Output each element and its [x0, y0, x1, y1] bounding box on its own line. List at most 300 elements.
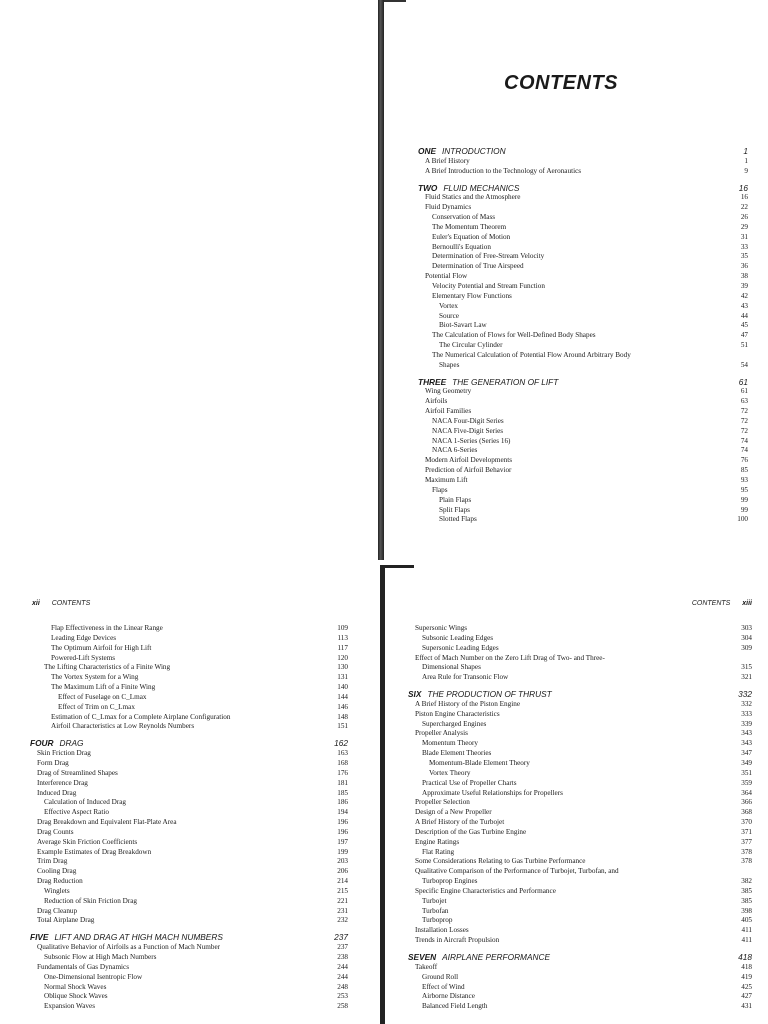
toc-entry: [408, 818, 752, 828]
entry-title: Euler's Equation of Motion: [432, 232, 511, 241]
page-number: 237: [337, 943, 348, 952]
toc-entry: [408, 916, 752, 926]
entry-title: Oblique Shock Waves: [44, 992, 108, 1001]
entry-title: Flat Rating: [422, 847, 455, 856]
page-number: 9: [744, 166, 748, 175]
page-number: 131: [337, 673, 348, 682]
page-number: 51: [740, 341, 748, 350]
chapter-heading: [418, 184, 748, 194]
entry-title: Drag Reduction: [37, 877, 83, 886]
toc-entry: [408, 634, 752, 644]
page-number: 130: [337, 663, 348, 672]
toc-entry: [418, 397, 748, 407]
entry-title: The Momentum Theorem: [432, 222, 507, 231]
entry-title: Approximate Useful Relationships for Propellers: [422, 788, 563, 797]
page-number: 43: [740, 301, 748, 310]
toc-entry: [30, 973, 348, 983]
toc-entry: [30, 897, 348, 907]
page-number: 359: [741, 778, 752, 787]
entry-title: Total Airplane Drag: [37, 916, 95, 925]
page-number: 72: [740, 407, 748, 416]
page-number: 385: [741, 896, 752, 905]
page-number: 85: [740, 466, 748, 475]
entry-title: Determination of Free-Stream Velocity: [432, 252, 545, 261]
toc-entry: [418, 312, 748, 322]
page-number: 39: [740, 281, 748, 290]
page-number: 74: [740, 436, 748, 445]
entry-title: Calculation of Induced Drag: [44, 798, 127, 807]
entry-title: Specific Engine Characteristics and Performance: [415, 886, 556, 895]
toc-entry: [418, 361, 748, 371]
entry-title: Momentum Theory: [422, 739, 478, 748]
entry-title: Normal Shock Waves: [44, 982, 107, 991]
toc-entry: [30, 683, 348, 693]
page-number: 140: [337, 683, 348, 692]
page-number: 72: [740, 426, 748, 435]
chapter-title: THE PRODUCTION OF THRUST: [427, 690, 552, 700]
toc-entry: [418, 506, 748, 516]
chapter-number: TWO: [418, 183, 438, 193]
page-number: 370: [741, 818, 752, 827]
page-number: 168: [337, 758, 348, 767]
toc-entry: [408, 779, 752, 789]
entry-title: Effect of Fuselage on C_Lmax: [58, 692, 147, 701]
entry-title: A Brief History of the Piston Engine: [415, 699, 521, 708]
toc-entry: [30, 963, 348, 973]
book-spine-shadow: [378, 0, 384, 560]
toc-entry: [408, 973, 752, 983]
chapter-number: SIX: [408, 690, 422, 700]
toc-entry: [30, 877, 348, 887]
toc-entry: [418, 331, 748, 341]
toc-entry: [408, 1002, 752, 1012]
page-number: 418: [738, 952, 752, 962]
entry-title: Subsonic Leading Edges: [422, 633, 494, 642]
entry-title: Airborne Distance: [422, 992, 475, 1001]
page-number: 100: [737, 515, 748, 524]
toc-entry: [408, 877, 752, 887]
toc-entry: [418, 302, 748, 312]
toc-entry: [408, 798, 752, 808]
entry-title: Induced Drag: [37, 788, 77, 797]
chapter-heading: [418, 378, 748, 388]
chapter-heading: [30, 739, 348, 749]
toc-entry: [418, 427, 748, 437]
page-number: 248: [337, 982, 348, 991]
page-number: 385: [741, 886, 752, 895]
entry-title: Fluid Dynamics: [425, 203, 472, 212]
toc-entry: [408, 887, 752, 897]
page-number: 99: [740, 505, 748, 514]
toc-entry: [418, 167, 748, 177]
page-number: 378: [741, 847, 752, 856]
page-number: 181: [337, 778, 348, 787]
toc-entry: [418, 515, 748, 525]
entry-title: Modern Airfoil Developments: [425, 456, 513, 465]
chapter-title: DRAG: [59, 739, 84, 749]
page-number: 206: [337, 867, 348, 876]
chapter-number: ONE: [418, 147, 436, 156]
entry-title: Drag Counts: [37, 827, 74, 836]
toc-entry: [408, 739, 752, 749]
toc-entry: [408, 936, 752, 946]
toc-entry: [30, 798, 348, 808]
page-number: 72: [740, 416, 748, 425]
toc-entry: [418, 203, 748, 213]
toc-entry: [408, 897, 752, 907]
entry-title: Velocity Potential and Stream Function: [432, 281, 545, 290]
entry-title: Form Drag: [37, 758, 69, 767]
toc-entry: [418, 243, 748, 253]
toc-entry: [30, 693, 348, 703]
toc-entry: [30, 769, 348, 779]
toc-entry: [408, 828, 752, 838]
toc-right: [408, 624, 752, 1012]
page-number: 332: [738, 689, 752, 700]
page-number: 244: [337, 972, 348, 981]
entry-title: Airfoils: [425, 397, 448, 406]
entry-title: Some Considerations Relating to Gas Turbine Performance: [415, 857, 586, 866]
page-number: 47: [740, 331, 748, 340]
entry-title: Practical Use of Propeller Charts: [422, 778, 517, 787]
page-number: 258: [337, 1002, 348, 1011]
page-number: 419: [741, 972, 752, 981]
page-number: 148: [337, 712, 348, 721]
entry-title: Area Rule for Transonic Flow: [422, 673, 509, 682]
chapter-title: LIFT AND DRAG AT HIGH MACH NUMBERS: [54, 933, 223, 943]
entry-title: Flaps: [432, 485, 448, 494]
entry-title: Trends in Aircraft Propulsion: [415, 936, 500, 945]
toc-entry: [418, 233, 748, 243]
toc-entry: [408, 673, 752, 683]
page-number: 95: [740, 485, 748, 494]
toc-entry: [408, 710, 752, 720]
toc-entry: [408, 808, 752, 818]
entry-title: Trim Drag: [37, 857, 68, 866]
entry-title: Wing Geometry: [425, 387, 472, 396]
entry-title: Airfoil Families: [425, 407, 472, 416]
page-number: 29: [740, 222, 748, 231]
entry-title: Interference Drag: [37, 778, 88, 787]
page-number: [726, 867, 752, 877]
page-number: 197: [337, 837, 348, 846]
binding-mark: [384, 0, 406, 2]
toc-entry: [408, 992, 752, 1002]
page-number: 333: [741, 709, 752, 718]
toc-entry: [418, 456, 748, 466]
page-number: 377: [741, 837, 752, 846]
entry-title: One-Dimensional Isentropic Flow: [44, 972, 143, 981]
entry-title: The Circular Cylinder: [439, 341, 503, 350]
entry-title: The Lifting Characteristics of a Finite Wing: [44, 663, 171, 672]
page-number: 303: [741, 624, 752, 632]
toc-entry: [418, 282, 748, 292]
entry-title: Prediction of Airfoil Behavior: [425, 466, 512, 475]
entry-title: Turboprop Engines: [422, 877, 478, 886]
toc-entry: [30, 887, 348, 897]
page-number: 378: [741, 857, 752, 866]
page-number: 214: [337, 877, 348, 886]
page-number: 26: [740, 213, 748, 222]
toc-entry: [30, 722, 348, 732]
toc-entry: [418, 446, 748, 456]
page-number: 74: [740, 446, 748, 455]
running-label: CONTENTS: [691, 600, 731, 607]
entry-title: Fluid Statics and the Atmosphere: [425, 193, 521, 202]
entry-title: The Vortex System for a Wing: [51, 673, 139, 682]
chapter-heading: [30, 933, 348, 943]
toc-entry: [30, 644, 348, 654]
page-number: 343: [741, 739, 752, 748]
page-number: 304: [741, 633, 752, 642]
entry-title: A Brief History of the Turbojet: [415, 818, 505, 827]
toc-entry: [408, 848, 752, 858]
page-number: 162: [334, 738, 348, 749]
chapter-number: SEVEN: [408, 953, 437, 962]
page-number: 405: [741, 916, 752, 925]
toc-entry: [408, 749, 752, 759]
entry-title: Effect of Trim on C_Lmax: [58, 702, 135, 711]
entry-title: Balanced Field Length: [422, 1002, 488, 1011]
entry-title: Engine Ratings: [415, 837, 460, 846]
page-number: 146: [337, 702, 348, 711]
entry-title: Propeller Analysis: [415, 729, 468, 738]
entry-title: The Calculation of Flows for Well-Defined Body Shapes: [432, 331, 596, 340]
toc-entry: [30, 779, 348, 789]
toc-entry: [418, 387, 748, 397]
page-number: 347: [741, 749, 752, 758]
toc-entry: [408, 644, 752, 654]
entry-title: Skin Friction Drag: [37, 749, 91, 758]
page-number: 427: [741, 992, 752, 1001]
running-label: CONTENTS: [51, 600, 91, 607]
entry-title: Supersonic Wings: [415, 624, 468, 632]
page-number: 203: [337, 857, 348, 866]
entry-title: Drag of Streamlined Shapes: [37, 768, 118, 777]
entry-title: Qualitative Behavior of Airfoils as a Function of Mach Number: [37, 943, 221, 952]
toc-entry: [418, 417, 748, 427]
toc-entry: [30, 789, 348, 799]
entry-title: Estimation of C_Lmax for a Complete Airplane Configuration: [51, 712, 231, 721]
page-number: 36: [740, 262, 748, 271]
page-number: 45: [740, 321, 748, 330]
chapter-number: FOUR: [30, 739, 54, 749]
entry-title: The Optimum Airfoil for High Lift: [51, 643, 152, 652]
page-number: 35: [740, 252, 748, 261]
toc-entry: [408, 759, 752, 769]
entry-title: Blade Element Theories: [422, 749, 492, 758]
page-number: 76: [740, 456, 748, 465]
chapter-title: INTRODUCTION: [441, 147, 506, 156]
toc-entry: [418, 321, 748, 331]
toc-entry: [418, 223, 748, 233]
toc-entry: [30, 838, 348, 848]
page-number: 117: [337, 643, 348, 652]
page-number: 368: [741, 808, 752, 817]
page-number: 431: [741, 1002, 752, 1011]
page-number: 144: [337, 692, 348, 701]
entry-title: The Numerical Calculation of Potential Flow Around Arbitrary Body: [432, 350, 631, 359]
page-number: 364: [741, 788, 752, 797]
toc-entry: [408, 700, 752, 710]
entry-title: Turboprop: [422, 916, 453, 925]
toc-entry: [408, 729, 752, 739]
entry-title: Slotted Flaps: [439, 515, 477, 524]
chapter-heading: [408, 690, 752, 700]
toc-entry: [30, 992, 348, 1002]
page-number: 351: [741, 768, 752, 777]
toc-entry: [408, 654, 752, 664]
entry-title: Takeoff: [415, 962, 438, 971]
toc-entry: [30, 749, 348, 759]
page-number: 332: [741, 699, 752, 708]
entry-title: A Brief History: [425, 156, 470, 165]
entry-title: Flap Effectiveness in the Linear Range: [51, 624, 163, 632]
page-number: 93: [740, 476, 748, 484]
toc-entry: [30, 818, 348, 828]
page-number: 38: [740, 272, 748, 281]
page-number: 186: [337, 798, 348, 807]
page-number: 31: [740, 232, 748, 241]
page-number: 371: [741, 827, 752, 836]
toc-entry: [30, 703, 348, 713]
toc-entry: [418, 292, 748, 302]
page-number: 215: [337, 886, 348, 895]
page-number: 411: [741, 936, 752, 945]
toc-entry: [30, 848, 348, 858]
page-number: 321: [741, 673, 752, 682]
toc-entry: [30, 673, 348, 683]
toc-entry: [418, 157, 748, 167]
toc-entry: [418, 437, 748, 447]
entry-title: Description of the Gas Turbine Engine: [415, 827, 527, 836]
page-number: 16: [740, 193, 748, 202]
chapter-title: FLUID MECHANICS: [443, 183, 520, 193]
page-number: 366: [741, 798, 752, 807]
entry-title: Airfoil Characteristics at Low Reynolds Numbers: [51, 722, 195, 731]
page-title: CONTENTS: [504, 72, 618, 94]
page-number: 1: [744, 156, 748, 165]
page-number: 120: [337, 653, 348, 662]
left-page: [0, 560, 384, 1024]
running-page-number: xii: [32, 600, 40, 607]
toc-entry: [30, 654, 348, 664]
page-number: 61: [740, 387, 748, 396]
toc-entry: [418, 341, 748, 351]
toc-entry: [408, 838, 752, 848]
toc-entry: [408, 789, 752, 799]
chapter-number: THREE: [418, 377, 447, 387]
entry-title: Conservation of Mass: [432, 213, 496, 222]
entry-title: Supercharged Engines: [422, 719, 487, 728]
toc-top: [418, 140, 748, 525]
toc-entry: [418, 496, 748, 506]
entry-title: Fundamentals of Gas Dynamics: [37, 962, 130, 971]
toc-entry: [30, 943, 348, 953]
toc-entry: [418, 252, 748, 262]
page-number: 343: [741, 729, 752, 738]
entry-title: Effective Aspect Ratio: [44, 808, 109, 817]
entry-title: Determination of True Airspeed: [432, 262, 524, 271]
page-number: 244: [337, 962, 348, 971]
entry-title: Average Skin Friction Coefficients: [37, 837, 138, 846]
page-number: 238: [337, 953, 348, 961]
entry-title: Ground Roll: [422, 972, 459, 981]
toc-entry: [30, 624, 348, 634]
entry-title: Split Flaps: [439, 505, 470, 514]
toc-left: [30, 624, 348, 1012]
running-head-left: [32, 600, 90, 607]
toc-entry: [30, 634, 348, 644]
entry-title: Dimensional Shapes: [422, 663, 481, 672]
entry-title: A Brief Introduction to the Technology of Aeronautics: [425, 166, 582, 175]
page-number: 339: [741, 719, 752, 728]
entry-title: Effect of Mach Number on the Zero Lift Drag of Two- and Three-: [415, 653, 605, 662]
toc-entry: [30, 916, 348, 926]
page-number: 398: [741, 906, 752, 915]
page-number: 185: [337, 788, 348, 797]
toc-entry: [408, 720, 752, 730]
page-number: [722, 351, 748, 361]
running-page-number: xiii: [742, 600, 752, 607]
toc-entry: [418, 213, 748, 223]
toc-entry: [408, 963, 752, 973]
toc-entry: [408, 769, 752, 779]
toc-entry: [418, 407, 748, 417]
entry-title: Vortex Theory: [429, 768, 471, 777]
toc-entry: [30, 828, 348, 838]
toc-entry: [408, 624, 752, 634]
entry-title: NACA Four-Digit Series: [432, 416, 504, 425]
toc-entry: [30, 759, 348, 769]
entry-title: Reduction of Skin Friction Drag: [44, 896, 138, 905]
page-number: 231: [337, 906, 348, 915]
toc-entry: [418, 351, 748, 361]
entry-title: NACA Five-Digit Series: [432, 426, 504, 435]
toc-entry: [30, 867, 348, 877]
entry-title: NACA 1-Series (Series 16): [432, 436, 511, 445]
page-number: 33: [740, 242, 748, 251]
page-number: 253: [337, 992, 348, 1001]
entry-title: Biot-Savart Law: [439, 321, 487, 330]
toc-entry: [408, 983, 752, 993]
toc-entry: [30, 663, 348, 673]
toc-entry: [408, 663, 752, 673]
chapter-heading: [408, 953, 752, 963]
entry-title: Piston Engine Characteristics: [415, 709, 500, 718]
toc-entry: [418, 262, 748, 272]
page-number: 16: [738, 182, 748, 193]
page-number: 1: [743, 146, 748, 156]
page-number: 425: [741, 982, 752, 991]
toc-entry: [30, 808, 348, 818]
entry-title: Design of a New Propeller: [415, 808, 492, 817]
chapter-number: FIVE: [30, 933, 49, 943]
entry-title: Drag Cleanup: [37, 906, 78, 915]
toc-entry: [418, 466, 748, 476]
entry-title: Effect of Wind: [422, 982, 465, 991]
page-number: 232: [337, 916, 348, 925]
entry-title: Plain Flaps: [439, 495, 472, 504]
entry-title: Propeller Selection: [415, 798, 470, 807]
running-head-right: [692, 600, 752, 607]
page-number: 151: [337, 722, 348, 731]
entry-title: Drag Breakdown and Equivalent Flat-Plate Area: [37, 818, 177, 827]
entry-title: Qualitative Comparison of the Performance of Turbojet, Turbofan, and: [415, 867, 619, 876]
chapter-title: AIRPLANE PERFORMANCE: [442, 953, 551, 962]
page-number: 382: [741, 877, 752, 886]
toc-entry: [30, 713, 348, 723]
